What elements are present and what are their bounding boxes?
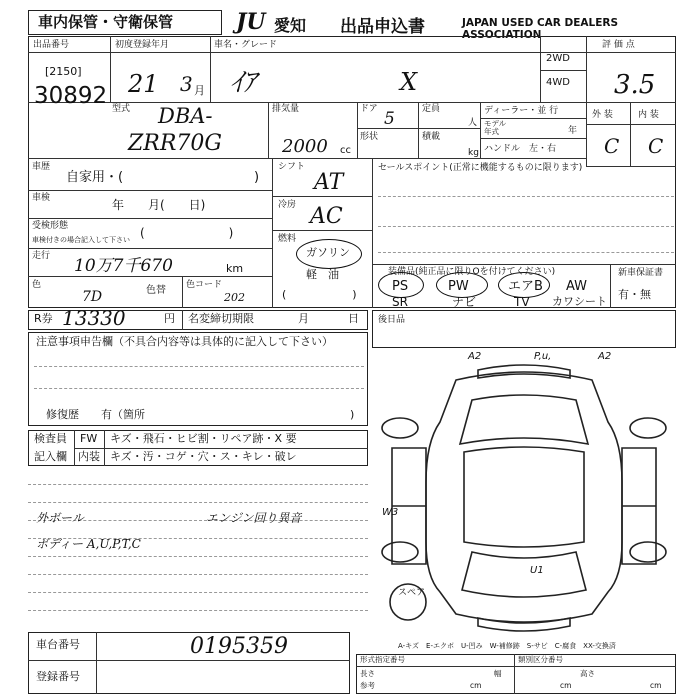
history-close: ) — [254, 170, 260, 185]
load-label: 積載 — [422, 132, 441, 142]
mileage-value: 10万7千670 — [74, 256, 173, 276]
fuel-diesel: 軽 油 — [306, 268, 339, 281]
equip-ps-circle — [378, 272, 424, 298]
consign-label: 受検形態 — [32, 221, 69, 231]
km-unit: km — [226, 262, 244, 275]
capacity-unit: 人 — [468, 118, 478, 128]
shape-label: 形状 — [360, 132, 379, 142]
rating-score: 3.5 — [614, 70, 656, 100]
chassis-number: 0195359 — [190, 634, 288, 659]
inspector-label-1: 検査員 — [34, 432, 67, 445]
mark-pu-center: P,u, — [534, 351, 552, 362]
length-cm: cm — [470, 681, 482, 690]
storage-title: 車内保管・守衛保管 — [38, 13, 174, 31]
fuel-label: 燃料 — [278, 234, 297, 244]
kg-unit: kg — [468, 148, 479, 158]
type-designation-label: 形式指定番号 — [360, 655, 405, 664]
repair-history-close: ) — [350, 408, 355, 421]
rename-day: 日 — [348, 312, 359, 325]
length-ref: 参考 — [360, 681, 375, 690]
warranty-value: 有・無 — [618, 288, 651, 301]
spare-label: スペア — [398, 588, 426, 598]
inspector-label-2: 記入欄 — [34, 450, 67, 463]
dealer-label: ディーラー・並 行 — [484, 106, 559, 116]
lot-bracket: [2150] — [45, 65, 82, 78]
height-label: 高さ — [580, 669, 595, 678]
drive-2wd: 2WD — [546, 53, 570, 64]
equip-airbag-circle — [498, 272, 550, 298]
exterior-grade: C — [604, 134, 620, 158]
fuel-gasoline: ガソリン — [306, 246, 350, 259]
cc-unit: cc — [340, 145, 351, 156]
capacity-label: 定員 — [422, 104, 441, 114]
inspection-label: 車検 — [32, 193, 51, 203]
history-label: 車歴 — [32, 162, 51, 172]
color-label: 色 — [32, 280, 42, 290]
recycle-label: R券 — [34, 312, 53, 325]
registration-label: 登録番号 — [36, 670, 80, 683]
inspection-value: 年 月( 日) — [112, 198, 206, 212]
equip-airbag: エアB — [508, 279, 543, 294]
equip-tv: TV — [514, 295, 530, 309]
rename-month: 月 — [298, 312, 309, 325]
car-damage-diagram — [372, 352, 676, 644]
equip-pw-circle — [436, 272, 488, 298]
mileage-label: 走行 — [32, 251, 51, 261]
damage-legend: A-キズ E-エクボ U-凹み W-補修跡 S-サビ C-腐食 XX-交換済 — [398, 642, 616, 650]
form-title: 出品申込書 — [340, 17, 425, 37]
color-code-value: 202 — [224, 291, 245, 304]
org-name: 愛知 — [274, 16, 307, 35]
car-grade: X — [400, 68, 418, 96]
notes-label: 注意事項申告欄（不具合内容等は具体的に記入して下さい） — [36, 335, 333, 348]
model-code: ZRR70G — [128, 131, 222, 156]
height-cm: cm — [650, 681, 662, 690]
color-code-label: 色コード — [186, 280, 223, 290]
mark-a2-left: A2 — [468, 351, 482, 362]
equip-navi: ナビ — [452, 295, 477, 309]
equip-leather: カワシート — [552, 295, 607, 308]
sales-point-label: セールスポイント(正常に機能するものに限ります) — [378, 163, 583, 173]
recycle-value: 13330 — [62, 306, 126, 330]
consign-note: 車検付きの場合記入して下さい — [32, 236, 130, 244]
inspector-interior-text: キズ・汚・コゲ・穴・ス・キレ・破レ — [110, 450, 297, 463]
ju-logo: JU — [236, 9, 266, 35]
colorant-label: 色替 — [146, 285, 166, 296]
shift-value: AT — [314, 170, 344, 195]
car-name: ｲｱ — [230, 68, 257, 98]
first-registration-label: 初度登録年月 — [115, 40, 170, 50]
rating-label: 評 価 点 — [602, 40, 635, 50]
after-parts-label: 後日品 — [378, 315, 406, 325]
drive-4wd: 4WD — [546, 77, 570, 88]
displacement-label: 排気量 — [272, 104, 300, 114]
car-name-label: 車名・グレード — [214, 40, 278, 50]
ac-label: 冷房 — [278, 200, 297, 210]
class-number-label: 類別区分番号 — [518, 655, 563, 664]
length-label: 長さ — [360, 669, 375, 678]
interior-grade: C — [648, 134, 664, 158]
registration-year: 21 — [128, 70, 159, 98]
inspector-fw-text: キズ・飛石・ヒビ割・リペア跡・X 要 — [110, 432, 297, 445]
model-year-label: モデル 年式 — [484, 119, 507, 136]
shift-label: シフト — [278, 162, 306, 172]
lot-number: 30892 — [34, 83, 108, 109]
equipment-label: 装備品(純正品に限りOを付けてください) — [388, 267, 556, 277]
lot-number-label: 出品番号 — [33, 40, 70, 50]
mark-u1-center: U1 — [530, 565, 544, 576]
equip-aw: AW — [566, 279, 588, 294]
model-prefix: DBA- — [158, 104, 213, 128]
mark-w3-left: W3 — [382, 507, 399, 518]
consign-paren: ( ) — [140, 226, 234, 240]
remark-line-2: ボディー A,U,P,T,C — [36, 537, 141, 551]
model-label: 型式 — [112, 104, 131, 114]
inspector-interior-key: 内装 — [78, 450, 100, 463]
remark-line-1: 外ボール — [36, 511, 84, 525]
registration-month: 3 — [180, 72, 193, 96]
ac-value: AC — [310, 204, 343, 229]
fuel-paren: ( ) — [282, 288, 357, 301]
english-title: JAPAN USED CAR DEALERS ASSOCIATION — [462, 17, 619, 41]
equip-sr: SR — [392, 295, 408, 309]
chassis-label: 車台番号 — [36, 638, 80, 651]
repair-history-label: 修復歴 有（箇所 — [46, 408, 145, 421]
remark-line-3: エンジン回り異音 — [206, 511, 302, 525]
width-cm: cm — [560, 681, 572, 690]
displacement-value: 2000 — [282, 136, 328, 157]
equip-ps: PS — [392, 279, 409, 294]
history-value: 自家用・( — [66, 170, 124, 185]
inspector-fw-key: FW — [80, 432, 98, 445]
rename-deadline-label: 名変締切期限 — [188, 312, 254, 325]
door-count: 5 — [384, 109, 395, 129]
warranty-label: 新車保証書 — [618, 268, 664, 278]
door-label: ドア — [360, 104, 378, 114]
handle-label: ハンドル 左・右 — [484, 144, 557, 154]
equip-pw: PW — [448, 279, 469, 294]
color-value: 7D — [82, 289, 103, 305]
mark-a2-right: A2 — [598, 351, 612, 362]
interior-label: 内 装 — [638, 110, 659, 120]
exterior-label: 外 装 — [592, 110, 613, 120]
width-label: 幅 — [494, 669, 502, 678]
after-parts-box — [372, 310, 676, 348]
registration-month-suffix: 月 — [194, 84, 205, 97]
model-year-suffix: 年 — [568, 126, 578, 136]
recycle-unit: 円 — [164, 312, 175, 325]
